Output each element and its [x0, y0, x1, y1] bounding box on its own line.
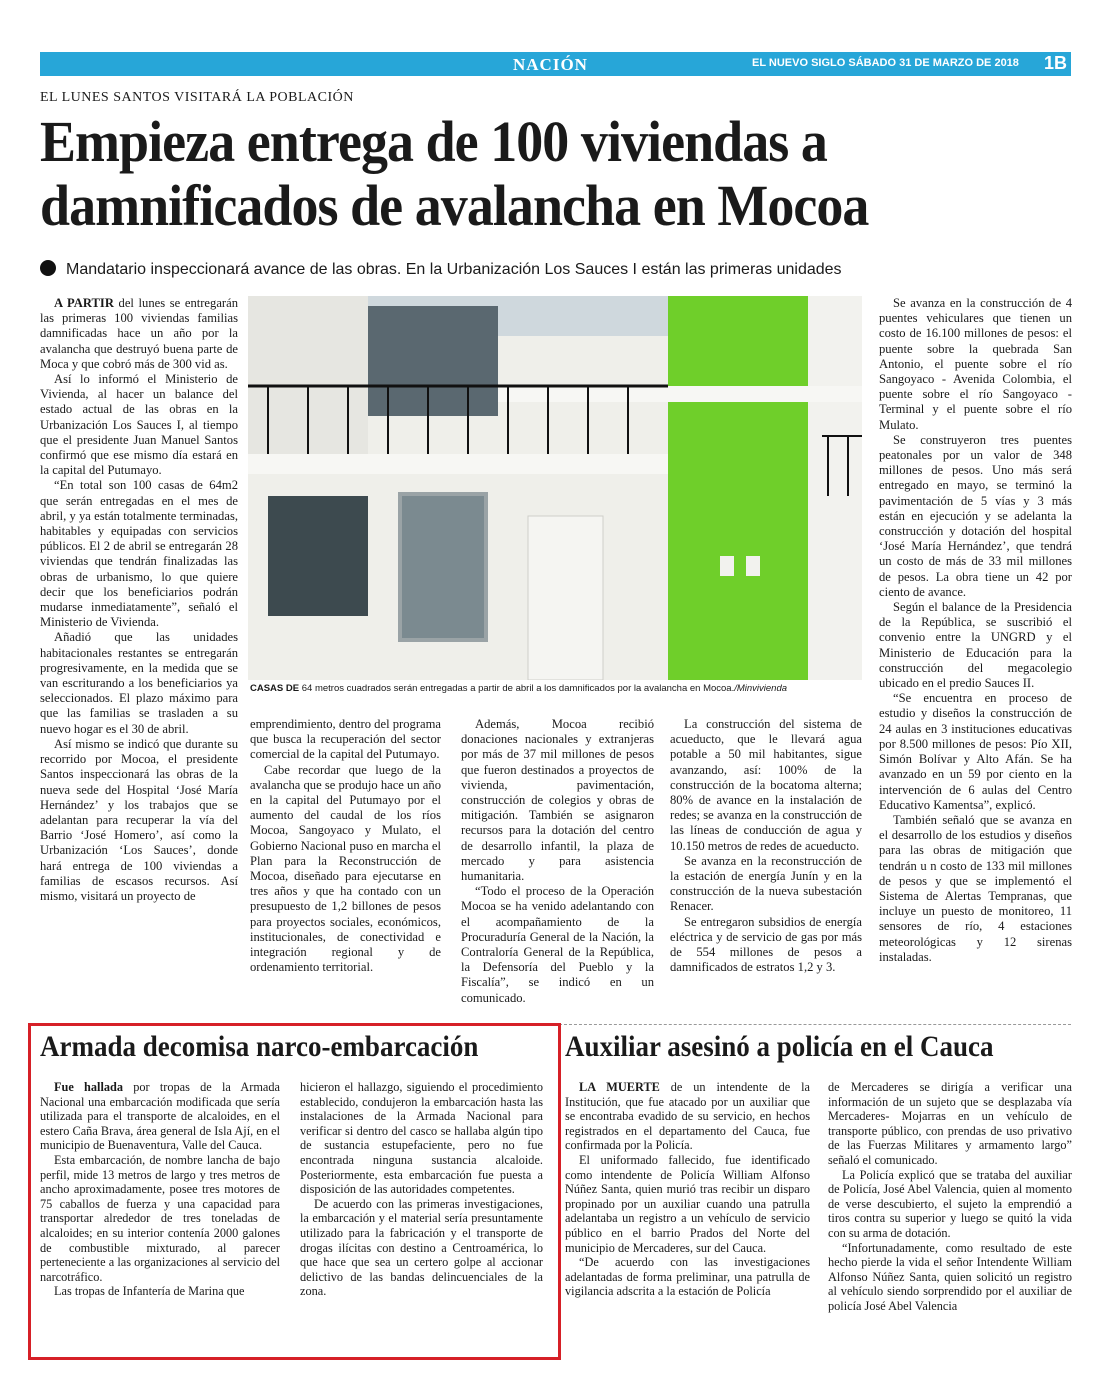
- paragraph: Se construyeron tres puentes peatonales por un valor de 348 millones de pesos. Uno más será entregado en mayo, se terminó la pavimentación de 5 vías y 3 más están en ejecución y se adelanta la construcción y dotación del hospital ‘José María Hernández’, que tendrá un costo de más de 33 mil millones de pesos. La obra tiene un 42 por ciento de avance.: [879, 432, 1072, 599]
- paragraph: [565, 1080, 810, 1153]
- publication-date: SÁBADO 31 DE MARZO DE 2018: [848, 57, 1019, 69]
- paragraph: La Policía explicó que se trataba del auxiliar de Policía, José Abel Valencia, quien al momento de verse descubierto, el sujeto la emprendió a tiros contra su superior y luego se quitó la vida con su arma de dotación.: [828, 1167, 1072, 1240]
- paragraph: “Se encuentra en proceso de estudio y diseños la construcción de 24 aulas en 3 instituciones educativas por 8.500 millones de pesos: Pío XII, Simón Bolívar y Alto Afán. Se ha avanzado en un 59 por ciento en la intervención de 6 aulas del Centro Educativo Kamentsa”, explicó.: [879, 691, 1072, 812]
- paragraph: Se avanza en la construcción de 4 puentes vehiculares que tienen un costo de 16.100 millones de pesos: el puente sobre la quebrada San Antonio, el puente sobre el río Sangoyaco - Avenida Colombia, el puente sobre el río Sangoyaco - Terminal y el puente sobre el río Mulato.: [879, 296, 1072, 432]
- article-kicker: EL LUNES SANTOS VISITARÁ LA POBLACIÓN: [40, 90, 354, 105]
- paragraph: Según el balance de la Presidencia de la República, se suscribió el convenio entre la UNGRD y el Ministerio de Educación para la construcción del megacolegio ubicado en el predio Sauces II.: [879, 600, 1072, 691]
- paragraph-text: del lunes se entregarán las primeras 100 viviendas familias damnificadas hace un año por la avalancha que destruyó buena parte de Moca y que cobró más de 300 vid as.: [40, 296, 238, 371]
- lead-in: A PARTIR: [54, 296, 114, 310]
- story2-column-1: [40, 1080, 280, 1299]
- caption-text: 64 metros cuadrados serán entregadas a partir de abril a los damnificados por la avalancha en Mocoa.: [299, 683, 735, 694]
- bullet-icon: [40, 260, 56, 276]
- paragraph-text: de un intendente de la Institución, que fue atacado por un auxiliar que se encontraba evadido de su servicio, en hechos registrados en el departamento del Cauca, fue confirmada por la Policía.: [565, 1080, 810, 1153]
- paragraph: La construcción del sistema de acueducto, que le llevará agua potable a 50 mil habitantes, sigue avanzando, así: 100% de la construcción de la bocatoma alterna; 80% de avance en la instalación de redes; se avanza en la construcción de las líneas de conducción de agua y 10.150 metros de redes de acueducto.: [670, 717, 862, 853]
- houses-illustration: [248, 296, 862, 680]
- publication-info: [752, 57, 1019, 69]
- paragraph: Así lo informó el Ministerio de Vivienda, al hacer un balance del estado actual de las obras en la Urbanización Los Sauces I, al tiempo que el presidente Juan Manuel Santos confirmó que ese mismo día estará en la capital del Putumayo.: [40, 372, 238, 478]
- paragraph: de Mercaderes se dirigía a verificar una información de un sujeto que se desplazaba vía Mercaderes- Mojarras en un vehículo de transporte público, con prendas de uso privativo de las Fuerzas Militares y armamento largo” señaló el comunicado.: [828, 1080, 1072, 1167]
- page-number: 1B: [1043, 53, 1067, 73]
- paragraph: Además, Mocoa recibió donaciones nacionales y extranjeras por más de 37 mil millones de pesos que fueron destinados a proyectos de vivienda, pavimentación, construcción de colegios y obras de mitigación. También se asignaron recursos para la dotación del centro de desarrollo infantil, la plaza de mercado y para asistencia humanitaria.: [461, 717, 654, 884]
- article-subhead: [40, 260, 842, 279]
- paragraph-text: por tropas de la Armada Nacional una embarcación modificada que sería utilizada para el transporte de alcaloides, en el estero Caña Brava, área general de Isla Ají, en el municipio de Buenaventura, Valle del Cauca.: [40, 1080, 280, 1153]
- paragraph: “De acuerdo con las investigaciones adelantadas de forma preliminar, una patrulla de vigilancia adscrita a la estación de Policía: [565, 1255, 810, 1299]
- article-column-2: [250, 717, 441, 975]
- story3-column-2: [828, 1080, 1072, 1314]
- section-name: NACIÓN: [513, 55, 588, 74]
- paragraph: [40, 1080, 280, 1153]
- story2-column-2: [300, 1080, 543, 1299]
- paragraph: Las tropas de Infantería de Marina que: [54, 1284, 245, 1299]
- lead-in: LA MUERTE: [579, 1080, 660, 1094]
- headline-line-1: Empieza entrega de 100 viviendas a: [40, 109, 827, 174]
- story3-column-1: [565, 1080, 810, 1299]
- paragraph: Se avanza en la reconstrucción de la estación de energía Junín y en la construcción de la nueva subestación Renacer.: [670, 853, 862, 914]
- article-column-5: [879, 296, 1072, 965]
- paragraph: El uniformado fallecido, fue identificado como intendente de Policía William Alfonso Núñez Santa, quien murió tras recibir un disparo propinado por un auxiliar cuando una patrulla adelantaba un registro a un vehículo de servicio público en el barrio Prados del Norte del municipio de Mercaderes, sur del Cauca.: [565, 1152, 810, 1255]
- subhead-text: Mandatario inspeccionará avance de las obras. En la Urbanización Los Sauces I están las primeras unidades: [66, 261, 842, 278]
- article-column-1: [40, 296, 238, 904]
- paragraph: Esta embarcación, de nombre lancha de bajo perfil, mide 13 metros de largo y tres metros de ancho aproximadamente, posee tres motores de 75 caballos de fuerza y una capacidad para transportar alrededor de tres toneladas de alcaloides; en su interior contenía 2000 galones de combustible mixturado, al parecer perteneciente a las organizaciones al servicio del narcotráfico.: [40, 1152, 280, 1284]
- paragraph: hicieron el hallazgo, siguiendo el procedimiento establecido, condujeron la embarcación hasta las instalaciones de la Armada Nacional para verificar si dentro del casco se hallaba algún tipo de sustancia estupefaciente, pero no fue encontrada ninguna sustancia alcaloide. Posteriormente, esta embarcación fue puesta a disposición de las autoridades competentes.: [300, 1080, 543, 1197]
- paragraph: emprendimiento, dentro del programa que busca la recuperación del sector comercial de la capital del Putumayo.: [250, 717, 441, 762]
- photo-credit: /Minvivienda: [734, 683, 788, 694]
- paragraph: Cabe recordar que luego de la avalancha que se produjo hace un año en la capital del Putumayo por el aumento del caudal de los ríos Mocoa, Sangoyaco y Mulato, el Gobierno Nacional puso en marcha el Plan para la Reconstrucción de Mocoa, diseñado para ejecutarse en tres años y que ha contado con un presupuesto de 1,2 billones de pesos para proyectos sociales, económicos, institucionales, de conectividad e integración regional y de ordenamiento territorial.: [250, 762, 441, 975]
- paragraph: [40, 296, 238, 372]
- lead-in: Fue hallada: [54, 1080, 123, 1094]
- photo-caption: [250, 683, 862, 694]
- caption-lead: CASAS DE: [250, 683, 300, 694]
- paragraph: También señaló que se avanza en el desarrollo de los estudios y diseños para las obras de mitigación que tendrán u n costo de 133 mil millones de pesos y que se implementó el Sistema de Alertas Tempranas, que incluye un puesto de monitoreo, 11 sensores de río, 4 estaciones meteorológicas y 12 sirenas instaladas.: [879, 812, 1072, 964]
- story2-headline: Armada decomisa narco-embarcación: [40, 1030, 479, 1063]
- paragraph: “Todo el proceso de la Operación Mocoa se ha venido adelantando con el acompañamiento de la Procuraduría General de la Nación, la Contraloría General de la República, la Defensoría del Pueblo y la Fiscalía”, se indicó en un comunicado.: [461, 884, 654, 1005]
- paragraph: Añadió que las unidades habitacionales restantes se entregarán progresivamente, en la medida que se van escriturando a los beneficiarios ya seleccionados. El plazo máximo para que las familias se trasladen a su nuevo hogar es el 30 de abril.: [40, 630, 238, 736]
- paragraph: “Infortunadamente, como resultado de este hecho pierde la vida el señor Intendente William Alfonso Núñez Santa, quien solicitó un registro al vehículo siendo sorprendido por el auxiliar de policía José Abel Valencia: [828, 1240, 1072, 1313]
- article-column-4: [670, 717, 862, 975]
- publication-name: EL NUEVO SIGLO: [752, 57, 846, 69]
- article-column-3: [461, 717, 654, 1006]
- headline-line-2: damnificados de avalancha en Mocoa: [40, 173, 869, 238]
- paragraph: “En total son 100 casas de 64m2 que serán entregadas en el mes de abril, y ya están totalmente terminadas, habitables y equipadas con servicios públicos. El 2 de abril se entregarán 28 viviendas que tendrán finalizadas las obras de urbanismo, lo que quiere decir que los beneficiarios podrán mudarse inmediatamente”, señaló el Ministerio de Vivienda.: [40, 478, 238, 630]
- article-photo: [248, 296, 862, 680]
- paragraph: Así mismo se indicó que durante su recorrido por Mocoa, el presidente Santos inspeccionará las obras de la nueva sede del Hospital ‘José María Hernández’ y los trabajos que se adelantan para recuperar la vía del Barrio ‘José Homero’, así como la Urbanización ‘Los Sauces’, donde hará entrega de 100 viviendas a familias de escasos recursos. Así mismo, visitará un proyecto de: [40, 736, 238, 903]
- article-headline: [40, 110, 1007, 238]
- story3-headline: Auxiliar asesinó a policía en el Cauca: [565, 1030, 994, 1063]
- paragraph: Se entregaron subsidios de energía eléctrica y de servicio de gas por más de 554 millones de pesos a damnificados de estratos 1,2 y 3.: [670, 914, 862, 975]
- paragraph: De acuerdo con las primeras investigaciones, la embarcación y el material sería presuntamente utilizado para la fabricación y el transporte de drogas ilícitas con destino a Centroamérica, lo que hace que sea un certero golpe al accionar delictivo de las bandas delincuenciales de la zona.: [300, 1196, 543, 1299]
